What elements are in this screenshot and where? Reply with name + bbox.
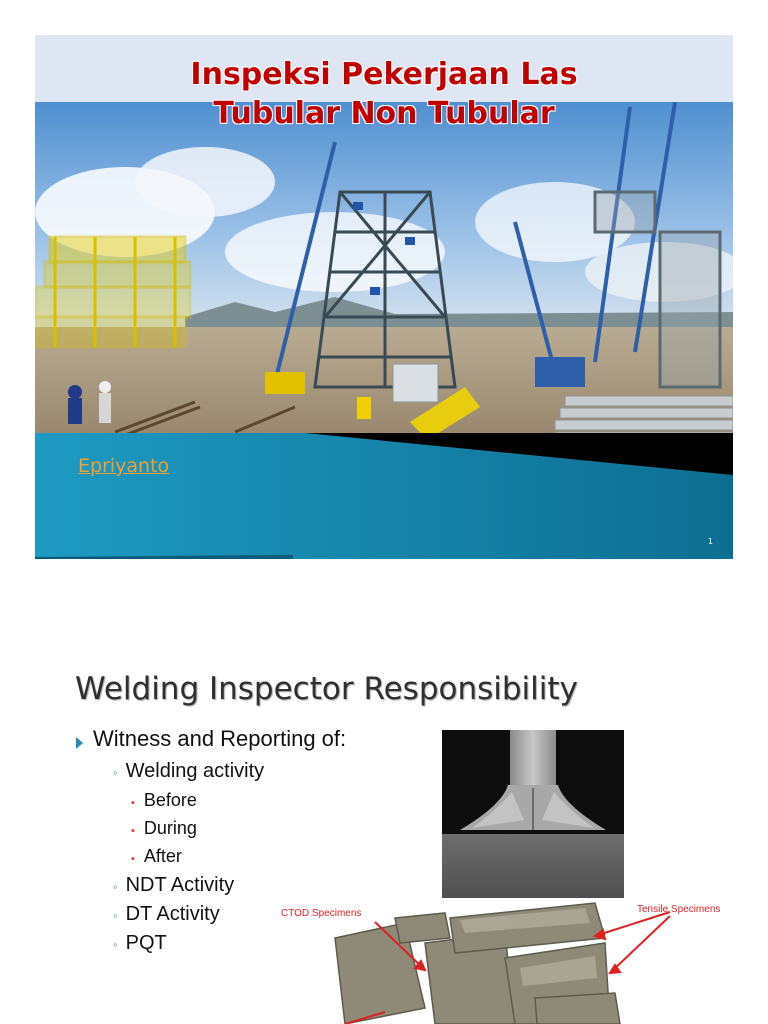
tensile-label: Tensile Specimens (637, 904, 721, 915)
title-line-2: Tubular Non Tubular (213, 96, 555, 131)
slide-title: Welding Inspector Responsibility (75, 671, 578, 707)
weld-cross-section (442, 730, 624, 908)
bullet-main: Witness and Reporting of: (93, 726, 347, 751)
test-specimens-image (275, 898, 733, 1024)
list-item-pqt: ◦ PQT (113, 932, 167, 954)
square-bullet-icon: ▪ (131, 853, 135, 865)
weld-macro-image (442, 730, 624, 908)
square-bullet-icon: ▪ (131, 797, 135, 809)
slide-title (35, 55, 733, 133)
circle-bullet-icon: ◦ (113, 937, 118, 952)
construction-yard-illustration (35, 102, 733, 467)
circle-bullet-icon: ◦ (113, 879, 118, 894)
content-slide (35, 616, 733, 1024)
ctod-label: CTOD Specimens (281, 908, 362, 919)
circle-bullet-icon: ◦ (113, 908, 118, 923)
author-link[interactable]: Epriyanto (78, 455, 170, 477)
list-item-before: ▪ Before (131, 790, 197, 810)
list-item-after: ▪ After (131, 846, 182, 866)
square-bullet-icon: ▪ (131, 825, 135, 837)
band-shape (35, 433, 733, 559)
page-number: 1 (707, 537, 713, 546)
title-line-1: Inspeksi Pekerjaan Las (190, 57, 578, 92)
list-item-ndt: ◦ NDT Activity (113, 874, 235, 896)
bullet-arrow-icon (76, 737, 83, 749)
list-item-welding: ◦ Welding activity (113, 760, 265, 782)
title-band (35, 433, 733, 559)
circle-bullet-icon: ◦ (113, 765, 118, 780)
construction-yard-photo (35, 102, 733, 467)
title-slide (35, 35, 733, 559)
list-item-dt: ◦ DT Activity (113, 903, 220, 925)
list-item-during: ▪ During (131, 818, 197, 838)
